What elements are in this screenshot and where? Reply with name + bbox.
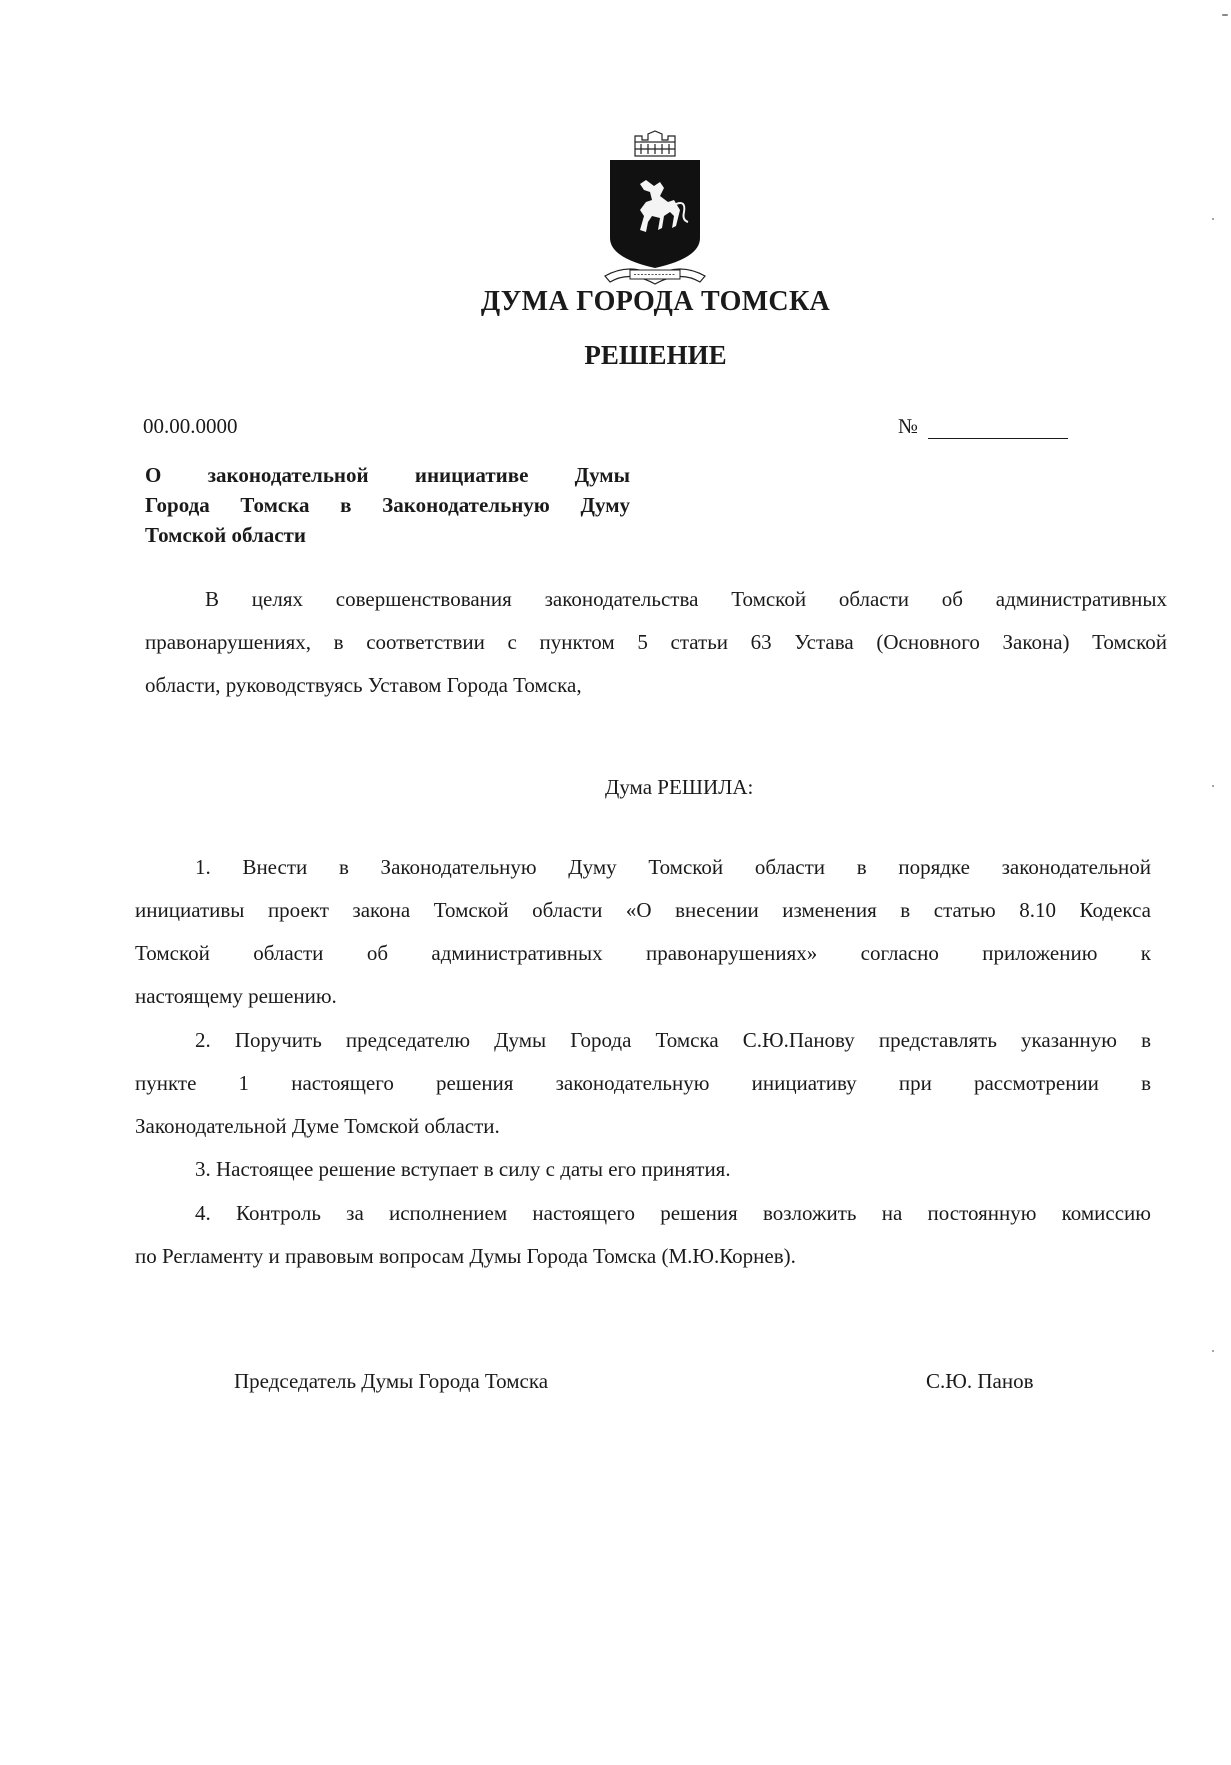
signatory-name: С.Ю. Панов	[926, 1369, 1034, 1393]
decided-heading: Дума РЕШИЛА:	[605, 775, 754, 799]
scan-speck	[1212, 1350, 1214, 1352]
item-line: Томской области об административных правонарушениях» согласно приложению к	[135, 941, 1151, 965]
item-line: инициативы проект закона Томской области «О внесении изменения в статью 8.10 Кодекса	[135, 898, 1151, 922]
preamble-line: правонарушениях, в соответствии с пунктом 5 статьи 63 Устава (Основного Закона) Томской	[145, 630, 1167, 654]
organization-title: ДУМА ГОРОДА ТОМСКА	[480, 286, 831, 317]
item-line: 4. Контроль за исполнением настоящего решения возложить на постоянную комиссию	[195, 1201, 1151, 1225]
document-date: 00.00.0000	[143, 414, 238, 438]
tomsk-coat-of-arms-icon	[600, 130, 710, 290]
item-line: пункте 1 настоящего решения законодательную инициативу при рассмотрении в	[135, 1071, 1151, 1095]
signatory-role: Председатель Думы Города Томска	[234, 1369, 549, 1393]
scan-speck	[1222, 14, 1228, 16]
item-line: настоящему решению.	[135, 984, 337, 1008]
preamble-line: В целях совершенствования законодательства Томской области об административных	[205, 587, 1167, 611]
item-line: по Регламенту и правовым вопросам Думы Города Томска (М.Ю.Корнев).	[135, 1244, 796, 1268]
subject-line: Города Томска в Законодательную Думу	[145, 493, 630, 517]
scan-speck	[1212, 218, 1214, 220]
subject-line: О законодательной инициативе Думы	[145, 463, 630, 487]
subject-line: Томской области	[145, 523, 306, 547]
document-type-title: РЕШЕНИЕ	[584, 340, 727, 370]
number-blank-line	[928, 416, 1068, 439]
decision-item-4	[135, 1192, 1151, 1278]
scan-speck	[1212, 785, 1214, 787]
item-line: 1. Внести в Законодательную Думу Томской области в порядке законодательной	[195, 855, 1151, 879]
document-number	[898, 414, 1068, 439]
number-label: №	[898, 414, 919, 438]
document-subject	[145, 460, 630, 550]
preamble-paragraph	[145, 578, 1167, 707]
decision-item-3	[195, 1148, 731, 1191]
decision-item-2	[135, 1019, 1151, 1148]
item-line: 2. Поручить председателю Думы Города Томска С.Ю.Панову представлять указанную в	[195, 1028, 1151, 1052]
preamble-line: области, руководствуясь Уставом Города Томска,	[145, 673, 582, 697]
item-line: Законодательной Думе Томской области.	[135, 1114, 500, 1138]
decision-item-1	[135, 846, 1151, 1018]
item-line: 3. Настоящее решение вступает в силу с даты его принятия.	[195, 1157, 731, 1181]
